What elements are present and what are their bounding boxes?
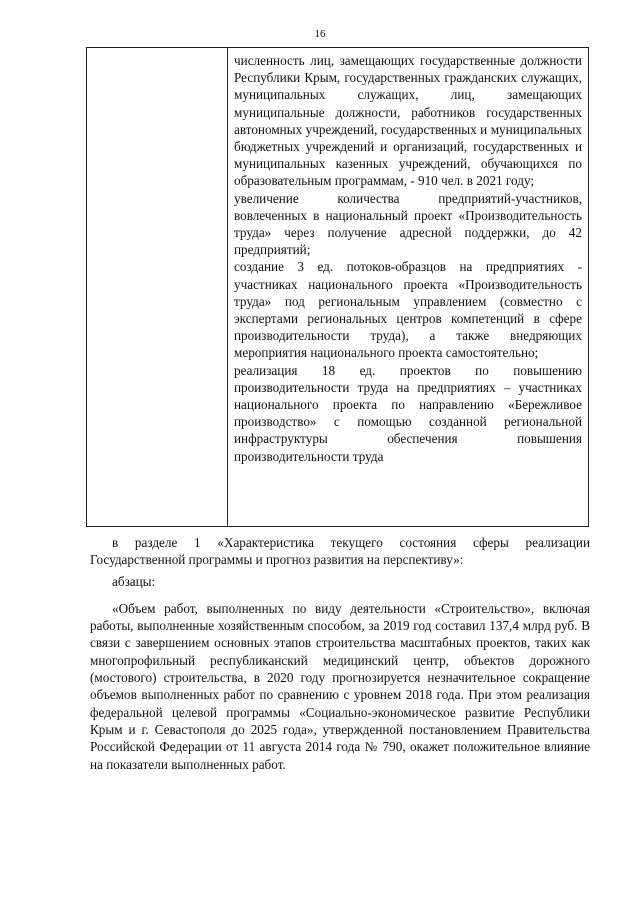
- table-item-2: увеличение количества предприятий-участников, вовлеченных в национальный проект «Производительность труда» через получение адресной поддержки, до 42 предприятий;: [234, 190, 582, 258]
- construction-paragraph: «Объем работ, выполненных по виду деятельности «Строительство», включая работы, выполненные хозяйственным способом, за 2019 год составил 137,4 млрд руб. В связи с завершением основных этапов строительства масштабных проектов, таких как многопрофильный республиканский медицинский центр, объектов дорожного (мостового) строительства, в 2020 году прогнозируется незначительное сокращение объемов выполненных работ по сравнению с уровнем 2018 года. При этом реализация федеральной целевой программы «Социально-экономическое развитие Республики Крым и г. Севастополя до 2025 года», утвержденной постановлением Правительства Российской Федерации от 11 августа 2014 года № 790, окажет положительное влияние на показатели выполненных работ.: [90, 600, 590, 772]
- section-reference-paragraph: в разделе 1 «Характеристика текущего состояния сферы реализации Государственной программы и прогноз развития на перспективу»:: [90, 535, 590, 568]
- paragraphs-label: абзацы:: [112, 573, 156, 589]
- program-table: [86, 47, 589, 527]
- table-left-cell: [87, 48, 228, 526]
- body-text: [90, 534, 590, 773]
- table-item-4: реализация 18 ед. проектов по повышению производительности труда на предприятиях – участниках национального проекта по направлению «Бережливое производство» с помощью созданной региональной инфраструктуры обеспечения повышения производительности труда: [234, 362, 582, 464]
- table-item-3: создание 3 ед. потоков-образцов на предприятиях - участниках национального проекта «Производительность труда» под региональным управлением (совместно с экспертами региональных центров компетенций в сфере производительности труда), а также внедряющих мероприятия национального проекта самостоятельно;: [234, 259, 582, 361]
- table-right-cell: [228, 48, 588, 526]
- table-item-1: численность лиц, замещающих государственные должности Республики Крым, государственных гражданских служащих, муниципальных служащих, лиц, замещающих муниципальные должности, работников государственных автономных учреждений, государственных и муниципальных бюджетных учреждений и организаций, государственных и муниципальных казенных учреждений, обучающихся по образовательным программам, - 910 чел. в 2021 году;: [234, 53, 582, 189]
- page-number: 16: [314, 28, 326, 40]
